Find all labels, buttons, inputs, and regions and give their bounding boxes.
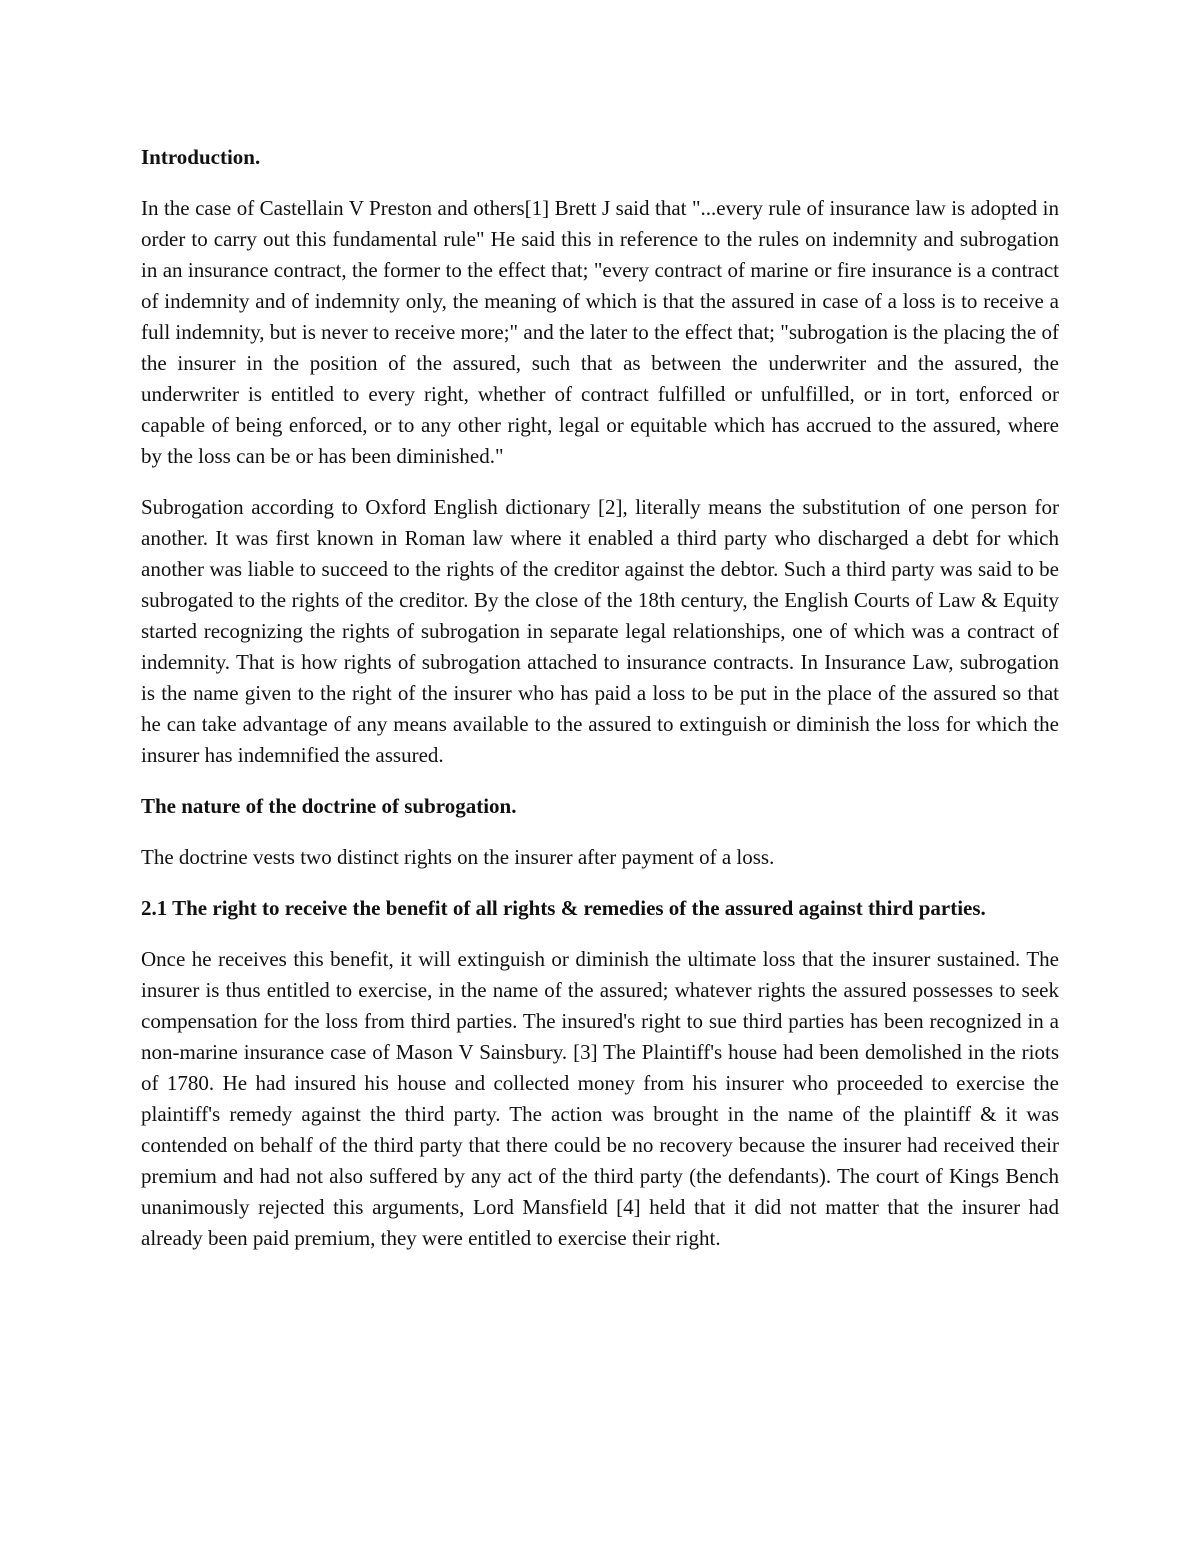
paragraph-nature: The doctrine vests two distinct rights on the insurer after payment of a loss. [141, 845, 775, 869]
paragraph-intro-1: In the case of Castellain V Preston and others[1] Brett J said that "...every rule of insurance law is adopted in order to carry out this fundamental rule" He said this in reference to the rules on indemnity and subrogation in an insurance contract, the former to the effect that; "every contract of marine or fire insurance is a contract of indemnity and of indemnity only, the meaning of which is that the assured in case of a loss is to receive a full indemnity, but is never to receive more;" and the later to the effect that; "subrogation is the placing the of the insurer in the position of the assured, such that as between the underwriter and the assured, the underwriter is entitled to every right, whether of contract fulfilled or unfulfilled, or in tort, enforced or capable of being enforced, or to any other right, legal or equitable which has accrued to the assured, where by the loss can be or has been diminished." [141, 196, 1059, 468]
heading-introduction: Introduction. [141, 145, 261, 169]
paragraph-section-2-1: Once he receives this benefit, it will extinguish or diminish the ultimate loss that the insurer sustained. The insurer is thus entitled to exercise, in the name of the assured; whatever rights the assured possesses to seek compensation for the loss from third parties. The insured's right to sue third parties has been recognized in a non-marine insurance case of Mason V Sainsbury. [3] The Plaintiff's house had been demolished in the riots of 1780. He had insured his house and collected money from his insurer who proceeded to exercise the plaintiff's remedy against the third party. The action was brought in the name of the plaintiff & it was contended on behalf of the third party that there could be no recovery because the insurer had received their premium and had not also suffered by any act of the third party (the defendants). The court of Kings Bench unanimously rejected this arguments, Lord Mansfield [4] held that it did not matter that the insurer had already been paid premium, they were entitled to exercise their right. [141, 947, 1059, 1250]
heading-nature-of-doctrine: The nature of the doctrine of subrogation. [141, 794, 517, 818]
paragraph-intro-2: Subrogation according to Oxford English dictionary [2], literally means the substitution of one person for another. It was first known in Roman law where it enabled a third party who discharged a debt for which another was liable to succeed to the rights of the creditor against the debtor. Such a third party was said to be subrogated to the rights of the creditor. By the close of the 18th century, the English Courts of Law & Equity started recognizing the rights of subrogation in separate legal relationships, one of which was a contract of indemnity. That is how rights of subrogation attached to insurance contracts. In Insurance Law, subrogation is the name given to the right of the insurer who has paid a loss to be put in the place of the assured so that he can take advantage of any means available to the assured to extinguish or diminish the loss for which the insurer has indemnified the assured. [141, 495, 1059, 767]
heading-section-2-1: 2.1 The right to receive the benefit of all rights & remedies of the assured against third parties. [141, 896, 986, 920]
